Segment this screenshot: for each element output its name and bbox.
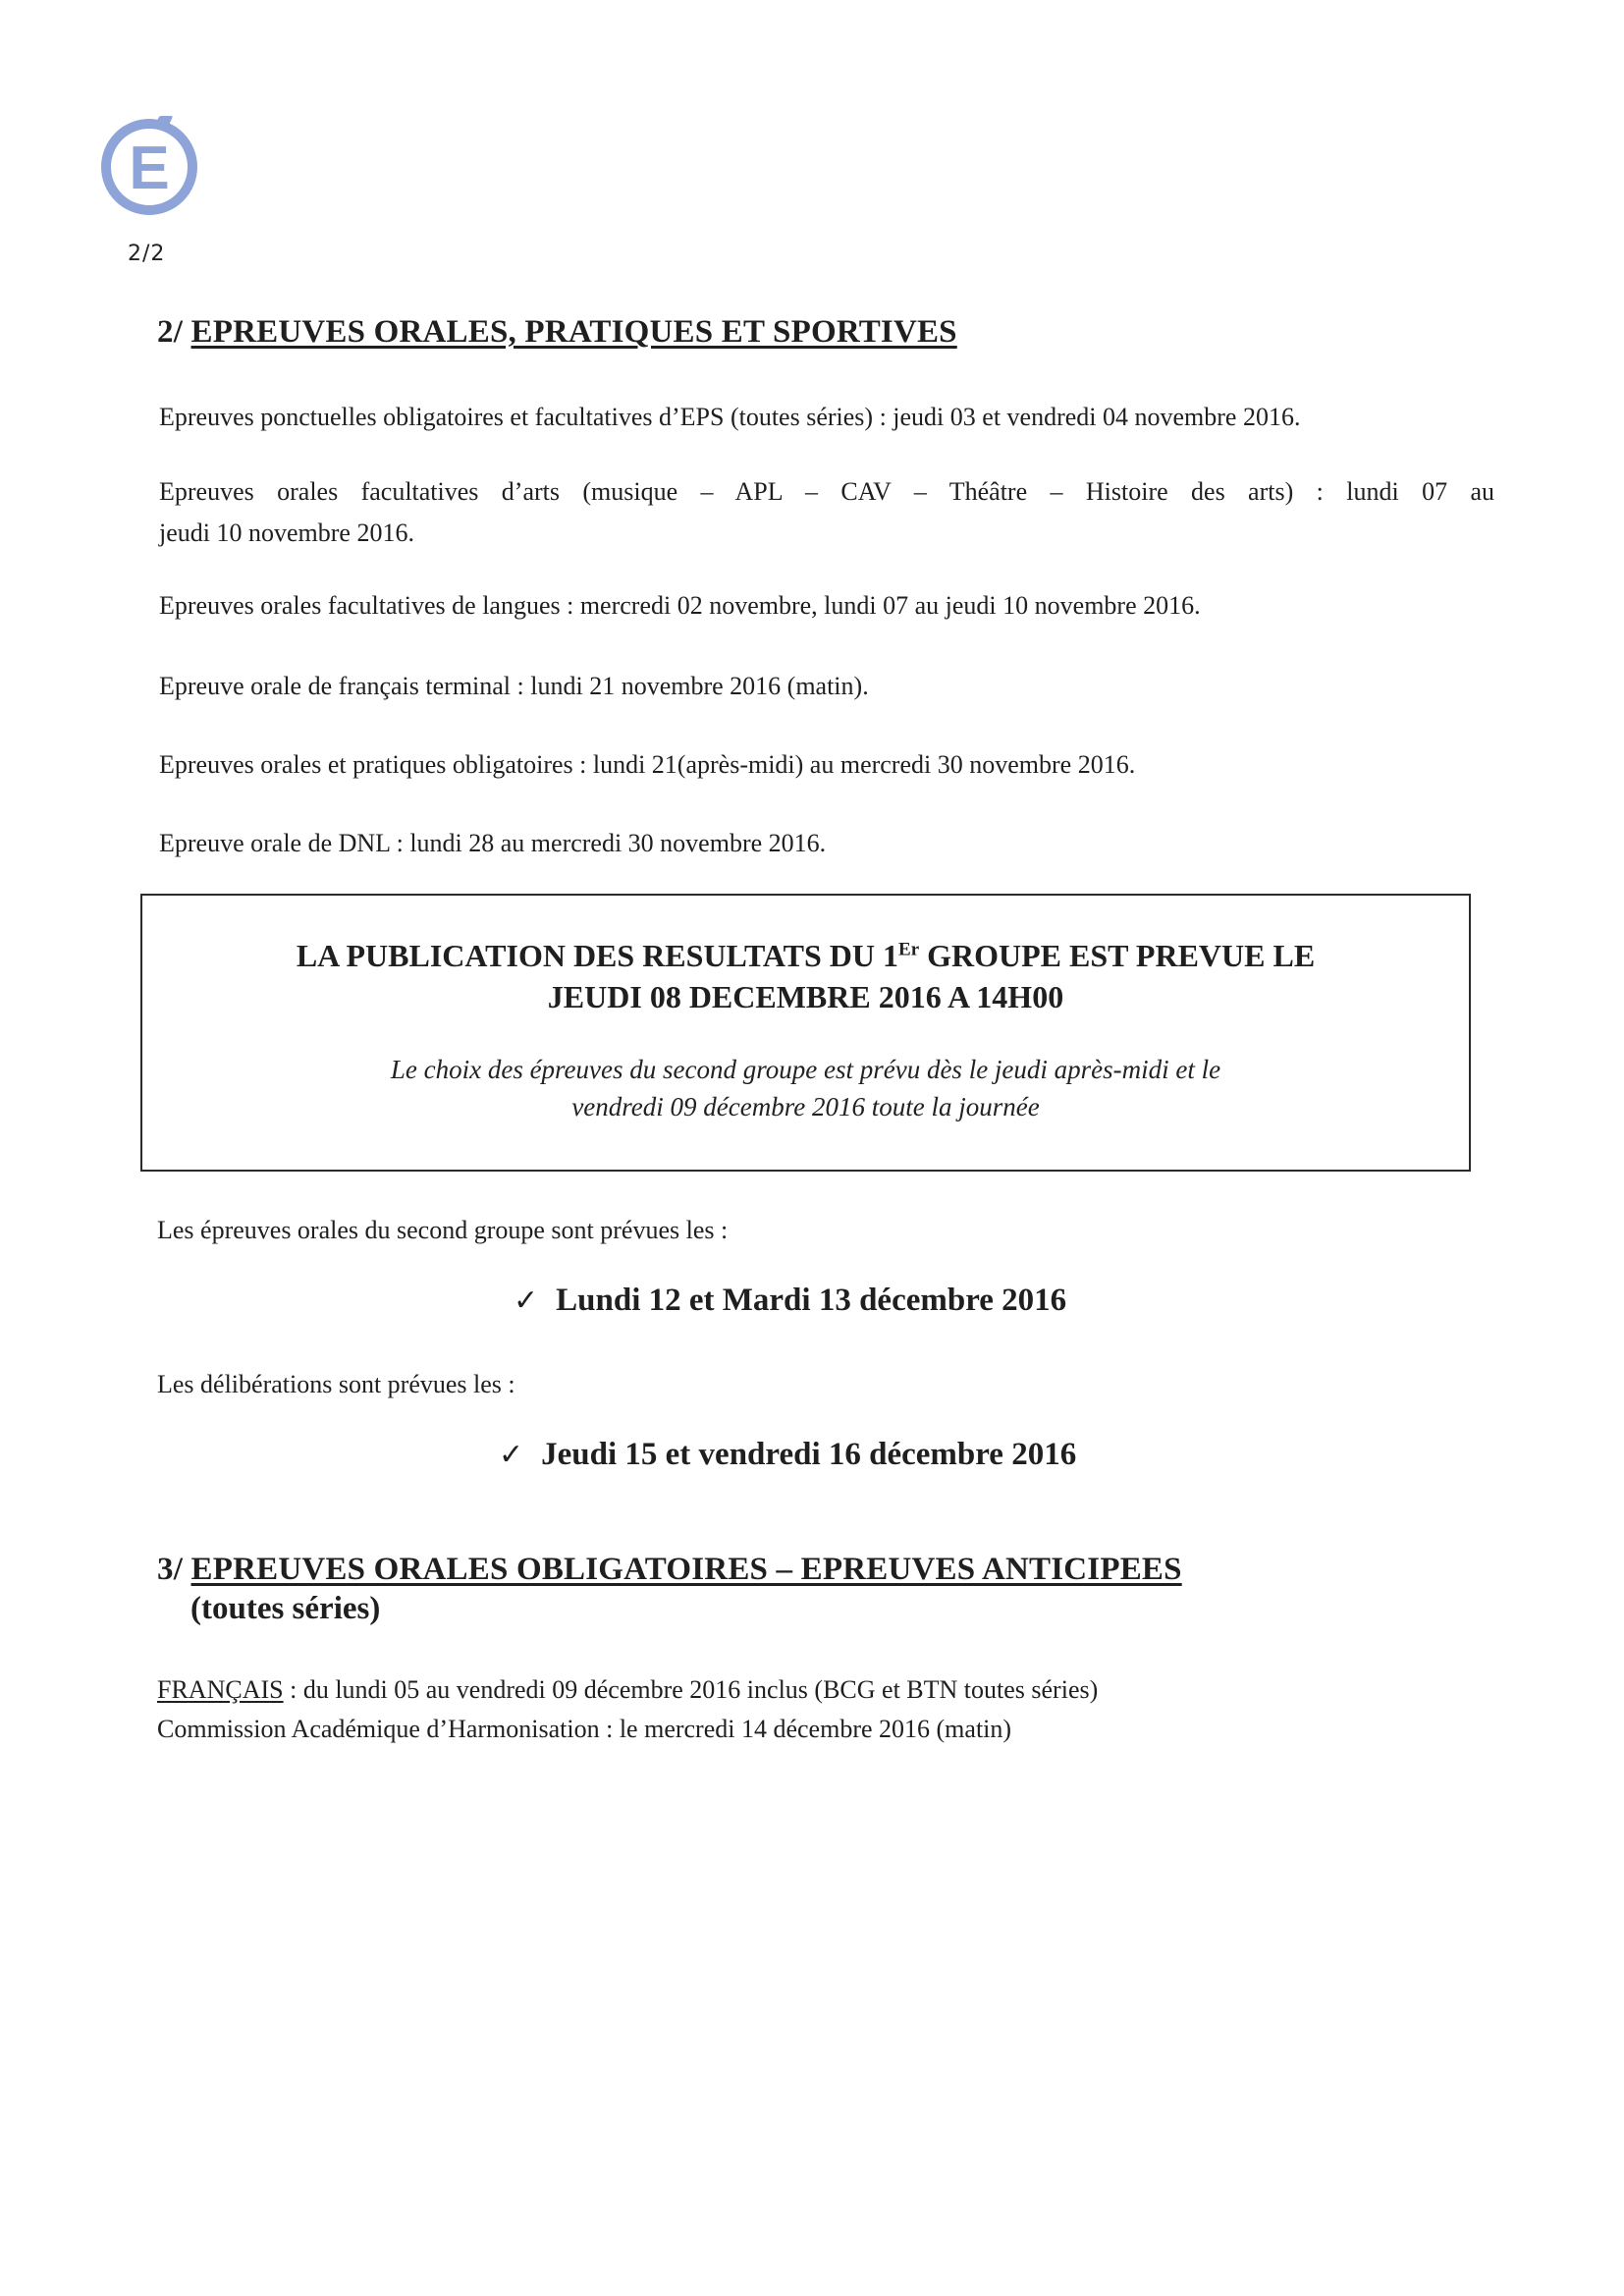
logo-letter: E (129, 135, 170, 202)
section-2-number: 2/ (157, 314, 184, 350)
headline-superscript: Er (898, 939, 920, 960)
note-line-2: vendredi 09 décembre 2016 toute la journée (571, 1092, 1040, 1121)
second-group-intro: Les épreuves orales du second groupe sont prévues les : (157, 1216, 729, 1244)
page-number: 2/2 (128, 242, 166, 266)
section-3-title: EPREUVES ORALES OBLIGATOIRES – EPREUVES ANTICIPEES (190, 1552, 1182, 1587)
francais-text: : du lundi 05 au vendredi 09 décembre 2016 inclus (BCG et BTN toutes séries) (283, 1675, 1099, 1704)
education-logo-icon (94, 108, 204, 218)
french-terminal-schedule: Epreuve orale de français terminal : lundi 21 novembre 2016 (matin). (159, 672, 869, 700)
eps-schedule: Epreuves ponctuelles obligatoires et facultatives d’EPS (toutes séries) : jeudi 03 et vendredi 04 novembre 2016. (159, 403, 1301, 431)
note-line-1: Le choix des épreuves du second groupe est prévu dès le jeudi après-midi et le (390, 1055, 1221, 1084)
deliberations-intro: Les délibérations sont prévues les : (157, 1370, 515, 1398)
headline-text-1: LA PUBLICATION DES RESULTATS DU 1 (296, 938, 899, 973)
headline-text-2: GROUPE EST PREVUE LE (919, 938, 1316, 973)
arts-schedule-line-1: Epreuves orales facultatives d’arts (musique – APL – CAV – Théâtre – Histoire des arts) : lundi 07 au (159, 477, 1494, 506)
results-publication-box (140, 894, 1471, 1172)
dnl-schedule: Epreuve orale de DNL : lundi 28 au mercredi 30 novembre 2016. (159, 829, 827, 857)
second-group-dates (514, 1283, 1066, 1319)
section-2-heading (157, 314, 957, 351)
deliberations-dates-text: Jeudi 15 et vendredi 16 décembre 2016 (541, 1437, 1077, 1472)
francais-schedule (157, 1675, 1098, 1705)
commission-schedule: Commission Académique d’Harmonisation : le mercredi 14 décembre 2016 (matin) (157, 1715, 1012, 1743)
deliberations-dates (499, 1437, 1076, 1473)
results-headline (142, 935, 1469, 1017)
arts-schedule (159, 471, 1494, 554)
second-group-dates-text: Lundi 12 et Mardi 13 décembre 2016 (556, 1283, 1067, 1318)
section-3-number: 3/ (157, 1552, 184, 1587)
mandatory-orals-schedule: Epreuves orales et pratiques obligatoires : lundi 21(après-midi) au mercredi 30 novembre 2016. (159, 750, 1136, 779)
section-3-subtitle: (toutes séries) (190, 1591, 381, 1626)
checkmark-icon: ✓ (499, 1439, 524, 1471)
arts-schedule-line-2: jeudi 10 novembre 2016. (159, 519, 414, 547)
francais-label: FRANÇAIS (157, 1675, 284, 1704)
checkmark-icon: ✓ (514, 1285, 539, 1317)
section-3-heading (157, 1550, 1182, 1589)
headline-date: JEUDI 08 DECEMBRE 2016 A 14H00 (547, 979, 1064, 1014)
languages-schedule: Epreuves orales facultatives de langues : mercredi 02 novembre, lundi 07 au jeudi 10 novembre 2016. (159, 591, 1201, 620)
section-2-title: EPREUVES ORALES, PRATIQUES ET SPORTIVES (190, 314, 957, 350)
second-group-choice-note (142, 1051, 1469, 1125)
